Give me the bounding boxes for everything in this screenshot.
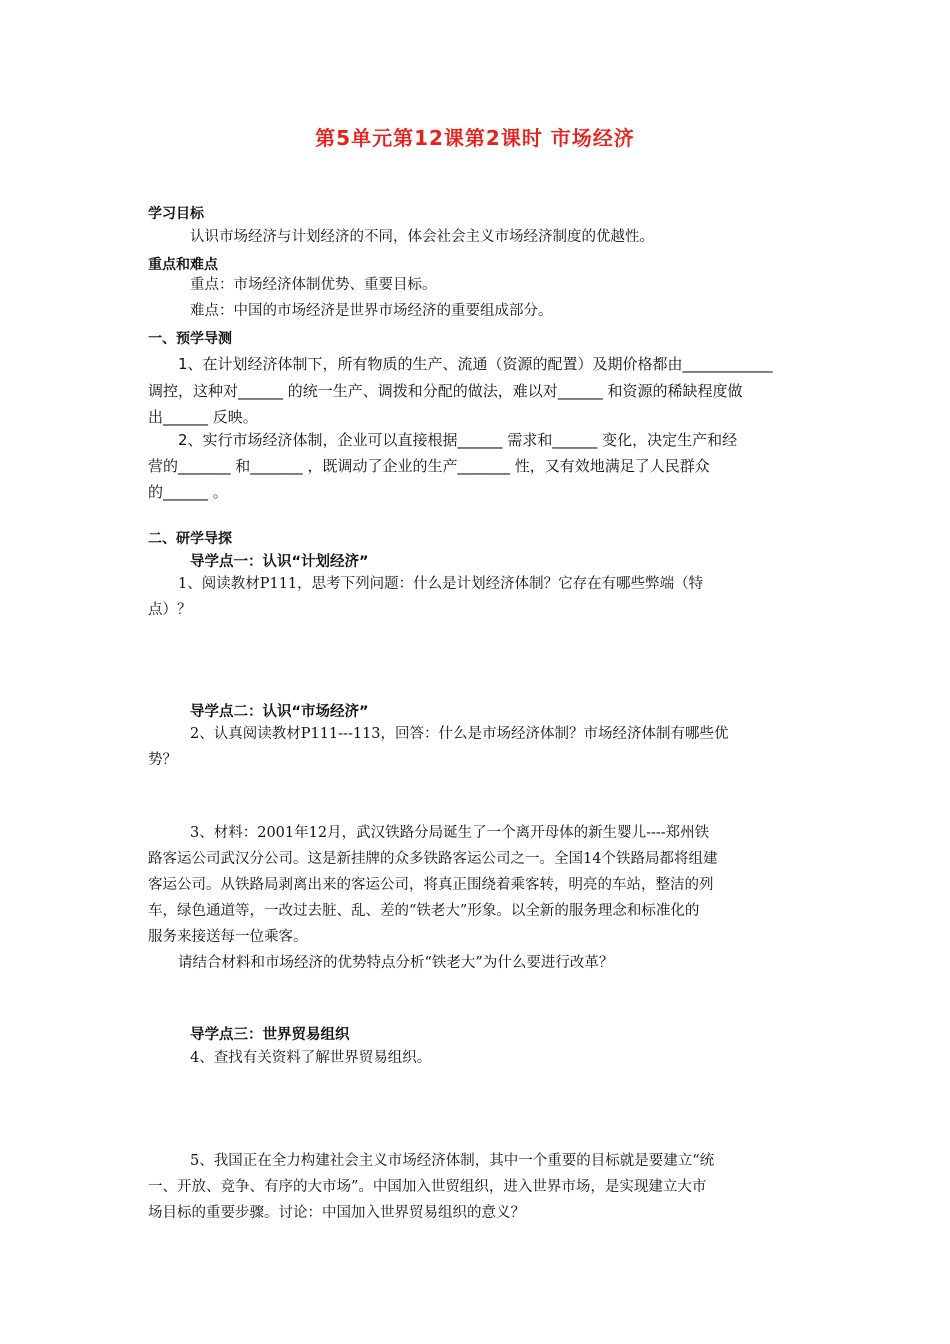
- material-question: 请结合材料和市场经济的优势特点分析“铁老大”为什么要进行改革？: [178, 955, 614, 971]
- q1-line-1: 1、在计划经济体制下，所有物质的生产、流通（资源的配置）及期价格都由____________: [178, 355, 773, 373]
- point3-heading: 导学点三：世界贸易组织: [190, 1027, 350, 1043]
- point1-q1-line-1: 1、阅读教材P111，思考下列问题：什么是计划经济体制？它存在有哪些弊端（特: [178, 576, 704, 592]
- point2-q2-line-1: 2、认真阅读教材P111---113，回答：什么是市场经济体制？市场经济体制有哪些优: [190, 726, 729, 742]
- q2-line-3: 的______ 。: [148, 483, 228, 501]
- section2-heading: 二、研学导探: [148, 531, 232, 547]
- material-line-2: 路客运公司武汉分公司。这是新挂牌的众多铁路客运公司之一。全国14个铁路局都将组建: [148, 851, 718, 867]
- point1-heading: 导学点一：认识“计划经济”: [190, 554, 369, 570]
- material-line-1: 3、材料：2001年12月，武汉铁路分局诞生了一个离开母体的新生婴儿----郑州铁: [190, 825, 710, 841]
- material-line-5: 服务来接送每一位乘客。: [148, 929, 308, 945]
- point3-q4: 4、查找有关资料了解世界贸易组织。: [190, 1050, 432, 1066]
- section1-heading: 一、预学导测: [148, 331, 232, 347]
- material-line-4: 车，绿色通道等，一改过去脏、乱、差的“铁老大”形象。以全新的服务理念和标准化的: [148, 903, 700, 919]
- point3-q5-line-2: 一、开放、竞争、有序的大市场”。中国加入世贸组织，进入世界市场，是实现建立大市: [148, 1179, 707, 1195]
- point2-q2-line-2: 势？: [148, 752, 177, 768]
- point3-q5-line-1: 5、我国正在全力构建社会主义市场经济体制，其中一个重要的目标就是要建立“统: [190, 1153, 715, 1169]
- point1-q1-line-2: 点）？: [148, 602, 192, 618]
- material-line-3: 客运公司。从铁路局剥离出来的客运公司，将真正围绕着乘客转，明亮的车站，整洁的列: [148, 877, 714, 893]
- point3-q5-line-3: 场目标的重要步骤。讨论：中国加入世界贸易组织的意义？: [148, 1205, 525, 1221]
- goals-text: 认识市场经济与计划经济的不同，体会社会主义市场经济制度的优越性。: [190, 229, 654, 245]
- keypoints-heading: 重点和难点: [148, 257, 218, 273]
- point2-heading: 导学点二：认识“市场经济”: [190, 704, 369, 720]
- q2-line-2: 营的_______ 和_______ ，既调动了企业的生产_______ 性，又有效地满足了人民群众: [148, 457, 710, 475]
- q1-line-2: 调控，这种对______ 的统一生产、调拨和分配的做法，难以对______ 和资源的稀缺程度做: [148, 382, 743, 400]
- goals-heading: 学习目标: [148, 206, 204, 222]
- page-title: 第5单元第12课第2课时 市场经济: [315, 126, 635, 150]
- q2-line-1: 2、实行市场经济体制，企业可以直接根据______ 需求和______ 变化，决定生产和经: [178, 431, 738, 449]
- difficult-point-text: 难点：中国的市场经济是世界市场经济的重要组成部分。: [190, 303, 553, 319]
- q1-line-3: 出______ 反映。: [148, 408, 258, 426]
- key-point-text: 重点：市场经济体制优势、重要目标。: [190, 277, 437, 293]
